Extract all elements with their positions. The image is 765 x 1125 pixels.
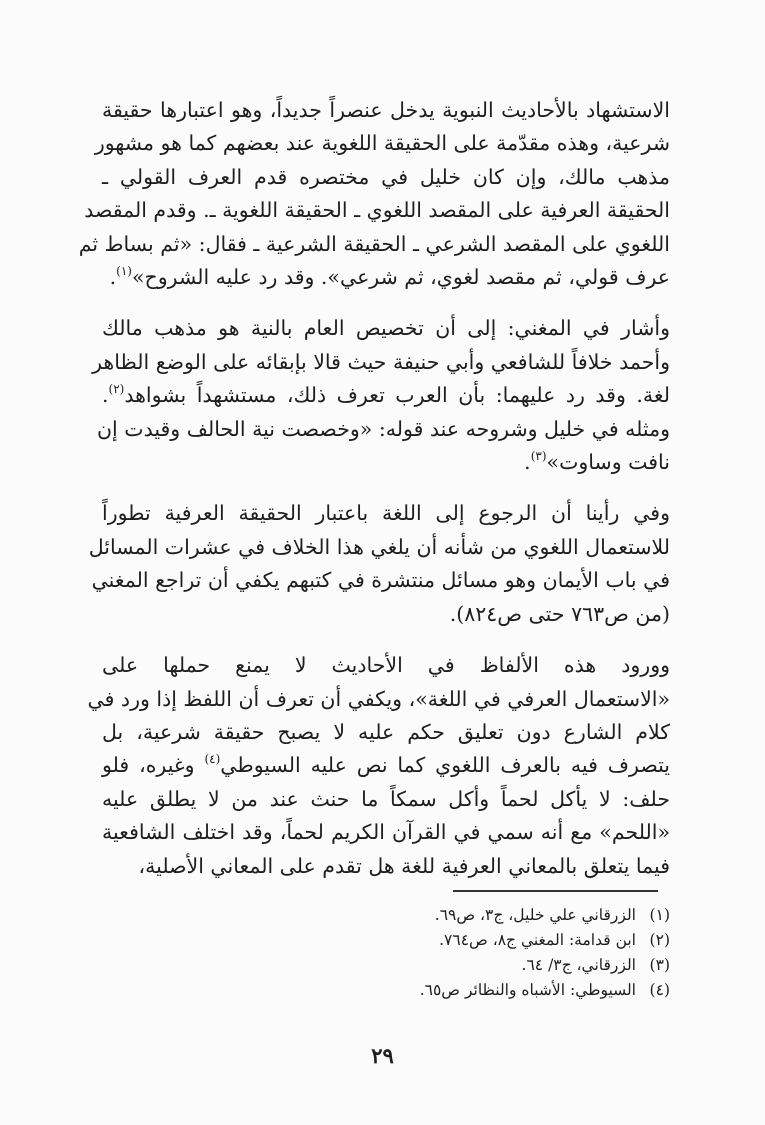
text-line: فيما يتعلق بالمعاني العرفية للغة هل تقدم على المعاني الأصلية، <box>138 853 670 878</box>
footnote-number: (١) <box>649 906 670 924</box>
line-text: يتصرف فيه بالعرف اللغوي كما نص عليه السيوطي <box>220 753 671 778</box>
footnote-number: (٤) <box>649 981 670 999</box>
paragraph-2 <box>92 312 670 479</box>
text-line <box>102 446 670 479</box>
text-line: وأحمد خلافاً للشافعي وأبي حنيفة حيث قالا بإبقائه على الوضع الظاهر <box>92 349 670 374</box>
text-line: الحقيقة العرفية على المقصد اللغوي ـ الحقيقة اللغوية ـ. وقدم المقصد <box>84 198 670 223</box>
text-line: اللغوي على المقصد الشرعي ـ الحقيقة الشرعية ـ فقال: «ثم بساط ثم <box>78 231 670 256</box>
text-line: الاستشهاد بالأحاديث النبوية يدخل عنصراً جديداً، وهو اعتبارها حقيقة <box>102 98 670 122</box>
footnote-number: (٢) <box>649 931 670 949</box>
footnote-text: الزرقاني علي خليل، ج٣، ص٦٩. <box>434 906 636 924</box>
text-line <box>102 261 670 294</box>
text-line: وورود هذه الألفاظ في الأحاديث لا يمنع حملها على <box>102 653 670 678</box>
line-tail: . <box>102 383 109 408</box>
page-number: ٢٩ <box>371 1043 394 1068</box>
text-line <box>102 749 670 782</box>
text-line: «اللحم» مع أنه سمي في القرآن الكريم لحماً، وقد اختلف الشافعية <box>102 820 670 845</box>
footnotes <box>110 903 670 1003</box>
text-line: «الاستعمال العرفي في اللغة»، ويكفي أن تعرف أن اللفظ إذا ورد في <box>87 686 670 711</box>
footnote-item <box>110 928 670 953</box>
main-text <box>78 94 671 883</box>
text-line: وأشار في المغني: إلى أن تخصيص العام بالنية هو مذهب مالك <box>102 316 670 341</box>
text-line: حلف: لا يأكل لحماً وأكل سمكاً ما حنث عند من لا يطلق عليه <box>102 786 670 811</box>
text-line <box>102 379 670 412</box>
text-line: ومثله في خليل وشروحه عند قوله: «وخصصت نية الحالف وقيدت إن <box>97 416 670 441</box>
text-line: (من ص٧٦٣ حتى ص٨٢٤). <box>449 601 670 626</box>
text-line: وفي رأينا أن الرجوع إلى اللغة باعتبار الحقيقة العرفية تطوراً <box>102 501 670 526</box>
footnote-ref: (١) <box>116 264 132 279</box>
line-text: لغة. وقد رد عليهما: بأن العرب تعرف ذلك، مستشهداً بشواهد <box>124 383 670 408</box>
footnote-text: الزرقاني، ج٣/ ٦٤. <box>521 956 636 974</box>
footnote-number: (٣) <box>649 956 670 974</box>
text-line: مذهب مالك، وإن كان خليل في مختصره قدم العرف القولي ـ <box>102 164 670 189</box>
footnote-item <box>110 903 670 928</box>
footnote-text: ابن قدامة: المغني ج٨، ص٧٦٤. <box>439 931 636 949</box>
footnote-ref: (٤) <box>204 752 221 767</box>
text-line: شرعية، وهذه مقدّمة على الحقيقة اللغوية عند بعضهم كما هو مشهور <box>94 131 670 156</box>
line-text: نافت وساوت» <box>546 450 670 475</box>
footnote-item <box>110 978 670 1003</box>
footnote-ref: (٢) <box>108 382 125 397</box>
paragraph-1 <box>78 94 670 294</box>
text-line: كلام الشارع دون تعليق حكم عليه لا يصبح حقيقة شرعية، بل <box>102 719 670 744</box>
footnote-separator <box>453 890 658 892</box>
footnote-item <box>110 953 670 978</box>
line-tail: وغيره، فلو <box>102 753 205 778</box>
footnote-ref: (٣) <box>530 449 547 464</box>
paragraph-4 <box>87 649 671 883</box>
paragraph-3 <box>88 497 670 631</box>
text-line: للاستعمال اللغوي من شأنه أن يلغي هذا الخلاف في عشرات المسائل <box>88 534 670 559</box>
line-text: عرف قولي، ثم مقصد لغوي، ثم شرعي». وقد رد عليه الشروح» <box>131 265 670 290</box>
footnote-text: السيوطي: الأشباه والنظائر ص٦٥. <box>419 981 636 999</box>
text-line: في باب الأيمان وهو مسائل منتشرة في كتبهم يكفي أن تراجع المغني <box>91 568 670 593</box>
line-tail: . <box>524 450 531 475</box>
line-tail: . <box>109 265 117 290</box>
